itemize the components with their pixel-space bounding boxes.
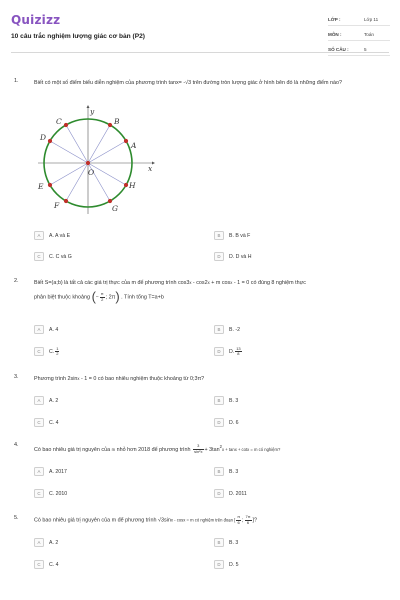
question-4 (14, 442, 386, 502)
question-text: Biết có một số điểm biểu diễn nghiệm của phương trình tanx= -√3 trên đường tròn lượng giác ở hình bên đó là những điểm nào? (34, 80, 342, 86)
header-divider (11, 52, 389, 53)
unit-circle-diagram (34, 104, 158, 216)
variable: x (189, 280, 192, 285)
label-d: D (40, 133, 47, 142)
option-letter: C (34, 418, 44, 427)
option-text: D. 5 (229, 561, 239, 568)
point-c (64, 123, 68, 127)
question-fraction: $\frac{3}{\text{sin²x}}$ (194, 443, 203, 454)
meta-key: MÔN : (328, 32, 342, 37)
quizizz-logo: Quizizz (11, 13, 61, 27)
point-f (64, 199, 68, 203)
interval-fraction: $\frac{\pi}{2}$ (100, 291, 104, 302)
point-e (48, 183, 52, 187)
option-c[interactable] (34, 489, 67, 498)
option-letter: B (214, 231, 224, 240)
option-letter: A (34, 467, 44, 476)
question-text (34, 374, 384, 384)
question-text-part: + 3tan (204, 446, 220, 453)
option-b[interactable] (214, 538, 238, 547)
label-o: O (88, 168, 95, 177)
meta-row-grade (328, 14, 390, 26)
label-e: E (38, 182, 44, 191)
option-a[interactable] (34, 467, 67, 476)
label-c: C (56, 117, 62, 126)
question-text-part: . Tính tổng T=a+b (121, 294, 164, 301)
option-letter: D (214, 252, 224, 261)
option-c[interactable] (34, 560, 59, 569)
question-text-part: + m cos (209, 280, 231, 286)
variable: x (77, 376, 80, 381)
superscript: 2 (219, 444, 222, 449)
option-letter: C (34, 347, 44, 356)
interval-fraction-start: $\frac{\pi}{6}$ (237, 514, 241, 525)
option-c[interactable] (34, 418, 59, 427)
question-text: Có bao nhiêu giá trị nguyên của m để phương trình √3sinx - cosx = m có nghiệm trên đoạn [ $\frac{\pi}{6}$ ; $\frac{7\pi}{6}$ ]? (34, 514, 257, 525)
point-b (108, 123, 112, 127)
meta-key: SỐ CÂU : (328, 47, 349, 52)
option-letter: B (214, 325, 224, 334)
interval-rest: ; 2π (105, 294, 116, 301)
option-d[interactable] (214, 252, 251, 261)
option-letter: A (34, 396, 44, 405)
label-b: B (114, 117, 120, 126)
worksheet-title: 10 câu trắc nghiệm lượng giác cơ bản (P2) (11, 33, 145, 40)
option-d[interactable] (214, 347, 243, 356)
option-text: A. 4 (49, 326, 59, 333)
option-letter: A (34, 538, 44, 547)
option-letter: D (214, 560, 224, 569)
interval-fraction-end: $\frac{7\pi}{6}$ (245, 514, 251, 525)
option-text: C. C và G (49, 253, 72, 260)
paren-open: ( (91, 289, 96, 304)
option-letter: D (214, 418, 224, 427)
point-o (86, 161, 90, 165)
question-text-part: Có bao nhiêu giá trị nguyên của m để phương trình √3sin (34, 517, 171, 524)
option-text: A. A và E (49, 232, 71, 239)
question-text-part: nhỏ hơn 2018 để phương trình (116, 446, 191, 453)
option-c[interactable] (34, 347, 60, 356)
question-text (34, 442, 384, 455)
label-a: A (131, 141, 137, 150)
question-text-part: x - cos (170, 517, 184, 523)
x-axis-arrow-icon (152, 162, 155, 165)
option-a[interactable] (34, 538, 58, 547)
question-text-part: x = m có nghiệm trên đoạn [ (183, 517, 236, 523)
option-a[interactable] (34, 396, 58, 405)
option-text: A. 2 (49, 539, 59, 546)
point-a (124, 139, 128, 143)
option-fraction: $\frac{13}{8}$ (236, 345, 241, 356)
question-text-part: phân biệt thuộc khoảng (34, 294, 91, 301)
paren-close: ) (115, 289, 120, 304)
option-b[interactable] (214, 467, 238, 476)
point-g (108, 199, 112, 203)
option-text: A. 2 (49, 397, 59, 404)
option-text: B. -2 (229, 326, 240, 333)
option-letter: B (214, 538, 224, 547)
variable: x (207, 280, 210, 285)
question-text-part: x = m có nghiệm? (247, 446, 281, 452)
option-text: D. 6 (229, 419, 239, 426)
option-text: B. B và F (229, 232, 251, 239)
question-text-part: - 1 = 0 có đúng 8 nghiệm thực (232, 280, 306, 286)
option-c[interactable] (34, 252, 72, 261)
option-text: D. 2011 (229, 490, 247, 497)
question-text-part: x + tan (222, 446, 235, 452)
option-text: B. 3 (229, 539, 239, 546)
option-d[interactable] (214, 418, 239, 427)
option-letter: A (34, 325, 44, 334)
option-text: C. (49, 348, 55, 355)
point-d (48, 139, 52, 143)
variable: x (230, 280, 233, 285)
question-text-part: Phương trình 2sin (34, 376, 78, 382)
option-a[interactable] (34, 325, 58, 334)
meta-value: Lớp 11 (364, 17, 379, 22)
option-letter: C (34, 489, 44, 498)
option-text: B. 3 (229, 397, 239, 404)
meta-row-count (328, 44, 390, 56)
option-text: B. 3 (229, 468, 239, 475)
option-letter: B (214, 396, 224, 405)
option-letter: C (34, 560, 44, 569)
option-letter: B (214, 467, 224, 476)
option-b[interactable] (214, 325, 240, 334)
question-text-part: - cos2 (191, 280, 208, 286)
question-text-line-2: phân biệt thuộc khoảng (− $\frac{\pi}{2}$ ; 2π) . Tính tổng T=a+b (34, 289, 164, 304)
question-text-part: Có bao nhiêu giá trị nguyên của (34, 446, 111, 453)
meta-value: Toán (364, 32, 374, 37)
option-d[interactable] (214, 560, 239, 569)
option-letter: A (34, 231, 44, 240)
question-number: 5. (14, 515, 19, 521)
label-f: F (54, 201, 60, 210)
question-2 (14, 278, 386, 358)
meta-value: 5 (364, 47, 367, 52)
question-text-part: x + cot (234, 446, 248, 452)
option-text: C. 2010 (49, 490, 68, 497)
question-number: 3. (14, 374, 19, 380)
option-a[interactable] (34, 231, 70, 240)
meta-row-subject (328, 29, 390, 41)
point-h (124, 183, 128, 187)
label-g: G (112, 204, 118, 213)
option-text: C. 4 (49, 561, 59, 568)
option-text: D. D và H (229, 253, 252, 260)
variable: m (111, 446, 116, 452)
question-5 (14, 515, 386, 575)
question-text (34, 278, 384, 288)
label-h: H (129, 181, 136, 190)
label-axis-x: x (148, 164, 153, 173)
option-text: D. (229, 348, 235, 355)
option-d[interactable] (214, 489, 247, 498)
option-letter: D (214, 347, 224, 356)
option-b[interactable] (214, 231, 250, 240)
option-text: C. 4 (49, 419, 59, 426)
label-axis-y: y (90, 107, 95, 116)
question-text-part: ]? (252, 517, 257, 524)
question-text-part: - 1 = 0 có bao nhiêu nghiệm thuộc khoảng từ 0;3π? (79, 376, 205, 382)
option-letter: D (214, 489, 224, 498)
question-number: 4. (14, 442, 19, 448)
question-number: 2. (14, 278, 19, 284)
meta-key: LỚP : (328, 17, 341, 22)
option-letter: C (34, 252, 44, 261)
option-fraction: $\frac{1}{2}$ (56, 345, 59, 356)
option-b[interactable] (214, 396, 238, 405)
question-text-part: Biết S=(a;b) là tất cả các giá trị thực của m để phương trình cos3 (34, 280, 190, 286)
option-text: A. 2017 (49, 468, 67, 475)
question-3 (14, 374, 386, 434)
question-number: 1. (14, 78, 19, 84)
